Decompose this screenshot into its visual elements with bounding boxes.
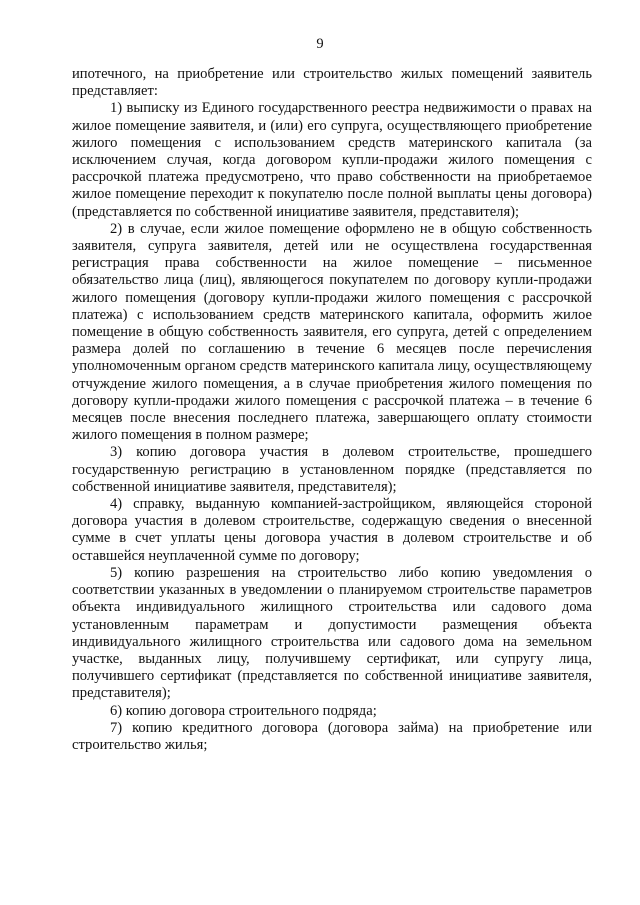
paragraph-intro: ипотечного, на приобретение или строительство жилых помещений заявитель представляет: (72, 66, 592, 100)
paragraph-item-2: 2) в случае, если жилое помещение оформлено не в общую собственность заявителя, супруга заявителя, детей или не осуществлена государственная регистрация права собственности на жилое помещение – письменное обязательство лица (лиц), являющегося покупателем по договору купли-продажи жилого помещения (договору купли-продажи жилого помещения с рассрочкой платежа) с использованием средств материнского капитала, оформить жилое помещение в общую собственность заявителя, его супруга, детей с определением размера долей по соглашению в течение 6 месяцев после перечисления уполномоченным органом средств материнского капитала лицу, осуществляющему отчуждение жилого помещения, а в случае приобретения жилого помещения по договору купли-продажи жилого помещения с рассрочкой платежа – в течение 6 месяцев после внесения последнего платежа, завершающего оплату стоимости жилого помещения в полном размере; (72, 220, 592, 444)
paragraph-item-5: 5) копию разрешения на строительство либо копию уведомления о соответствии указанных в уведомлении о планируемом строительстве параметров объекта индивидуального жилищного строительства или садового дома установленным параметрам и допустимости размещения объекта индивидуального жилищного строительства или садового дома на земельном участке, выданных лицу, получившему сертификат, или супругу лица, получившего сертификат (представляется по собственной инициативе заявителя, представителя); (72, 564, 592, 702)
paragraph-item-3: 3) копию договора участия в долевом строительстве, прошедшего государственную регистрацию в установленном порядке (представляется по собственной инициативе заявителя, представителя); (72, 444, 592, 495)
document-body (72, 66, 592, 754)
page-number: 9 (316, 36, 324, 52)
paragraph-item-4: 4) справку, выданную компанией-застройщиком, являющейся стороной договора участия в долевом строительстве, содержащую сведения о внесенной сумме в счет уплаты цены договора участия в долевом строительстве и об оставшейся неуплаченной сумме по договору; (72, 496, 592, 564)
paragraph-item-7: 7) копию кредитного договора (договора займа) на приобретение или строительство жилья; (72, 719, 592, 753)
paragraph-item-1: 1) выписку из Единого государственного реестра недвижимости о правах на жилое помещение заявителя, и (или) его супруга, осуществляющего приобретение жилого помещения с использованием средств материнского капитала (за исключением случая, когда договором купли-продажи жилого помещения с рассрочкой платежа предусмотрено, что право собственности на приобретаемое жилое помещение переходит к покупателю после полной выплаты цены договора) (представляется по собственной инициативе заявителя, представителя); (72, 100, 592, 220)
paragraph-item-6: 6) копию договора строительного подряда; (110, 702, 377, 719)
